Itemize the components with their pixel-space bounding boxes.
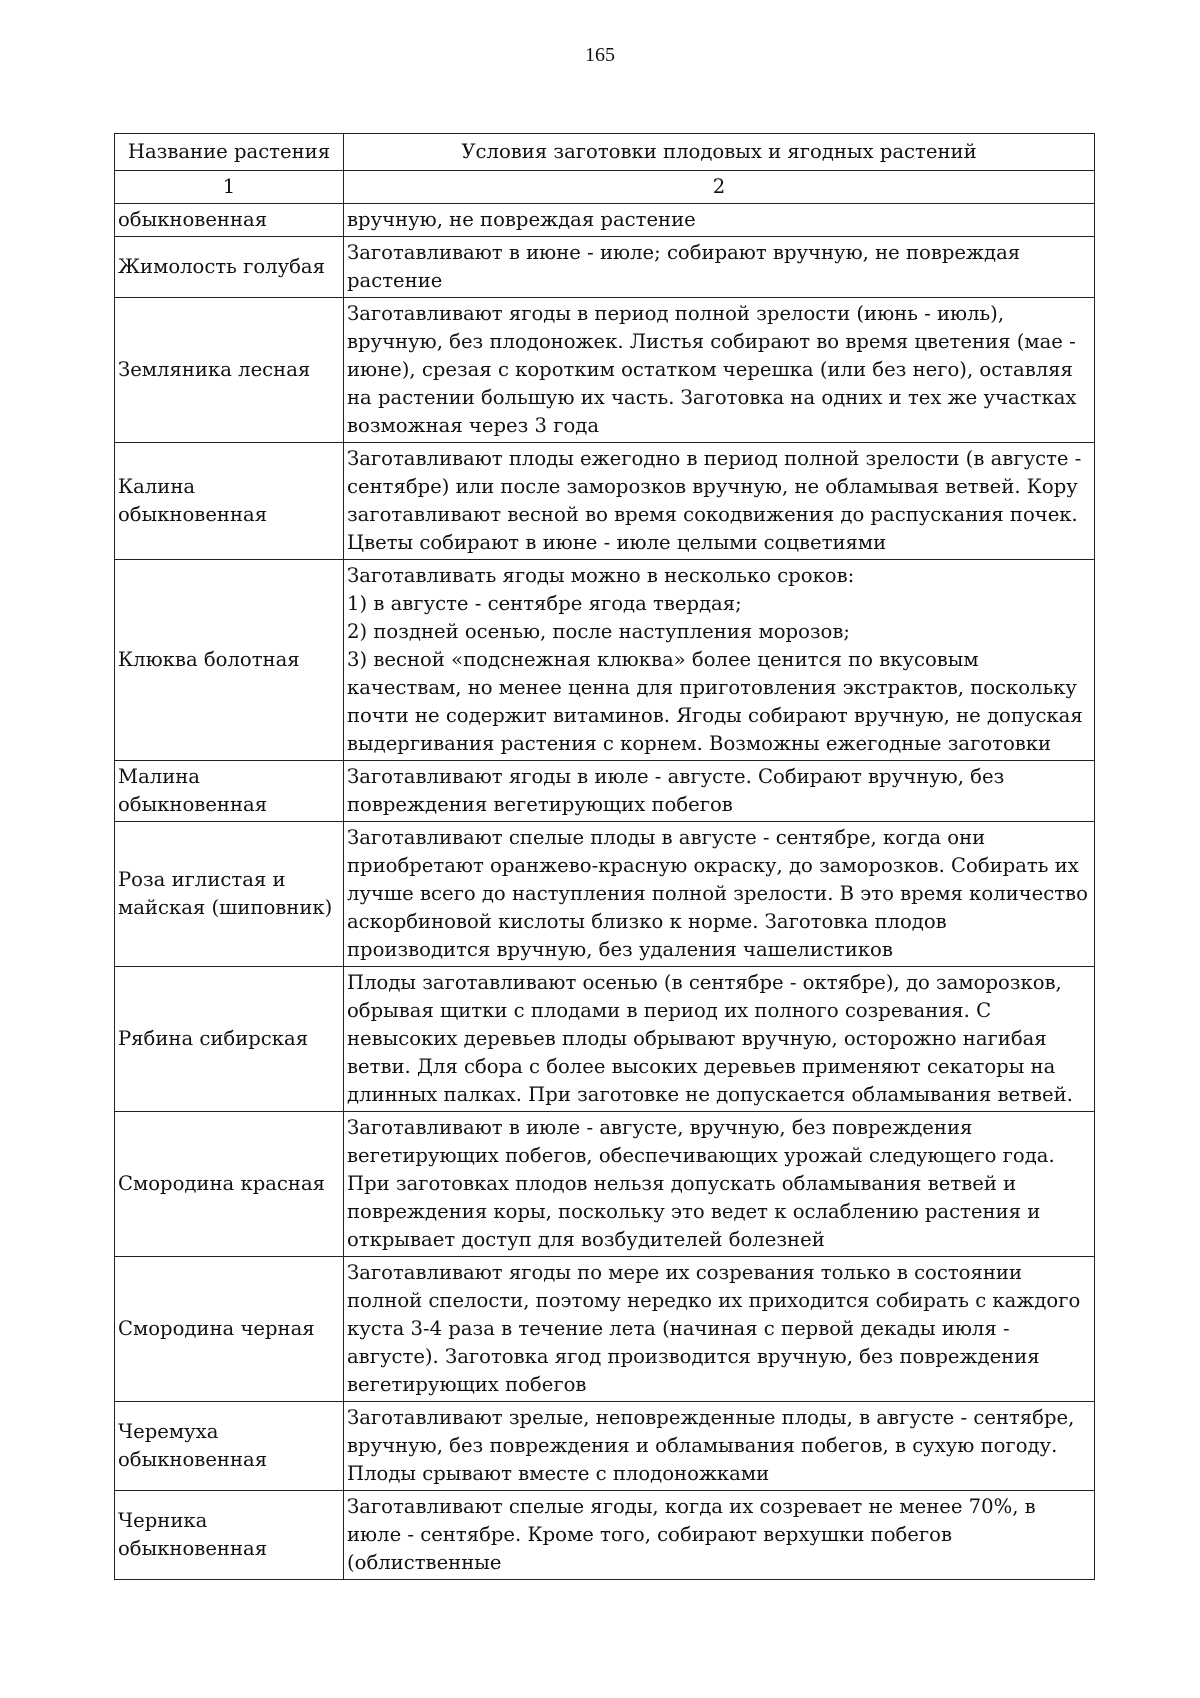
harvest-conditions-cell [344, 822, 1095, 967]
plant-name-cell: Черемуха обыкновенная [115, 1402, 344, 1491]
condition-text: Заготавливают зрелые, неповрежденные плоды, в августе - сентябре, вручную, без повреждения и обламывания побегов, в сухую погоду. Плоды срывают вместе с плодоножками [347, 1406, 1075, 1485]
header-plant-name: Название растения [115, 134, 344, 171]
condition-text: Заготавливают ягоды в июле - августе. Собирают вручную, без повреждения вегетирующих побегов [347, 765, 1005, 816]
condition-text: Заготавливают спелые плоды в августе - сентябре, когда они приобретают оранжево-красную окраску, до заморозков. Собирать их лучше всего до наступления полной зрелости. В это время количество аскорбиновой кислоты близко к норме. Заготовка плодов производится вручную, без удаления чашелистиков [347, 826, 1088, 961]
table-row [115, 1112, 1095, 1257]
plant-name-cell: Клюква болотная [115, 560, 344, 761]
table-row [115, 822, 1095, 967]
condition-text: Заготавливают в июле - августе, вручную, без повреждения вегетирующих побегов, обеспечивающих урожай следующего года. При заготовках плодов нельзя допускать обламывания ветвей и повреждения коры, поскольку это ведет к ослаблению растения и открывает доступ для возбудителей болезней [347, 1116, 1055, 1251]
column-number-1: 1 [115, 171, 344, 204]
harvest-conditions-cell [344, 1491, 1095, 1580]
harvest-conditions-cell [344, 1112, 1095, 1257]
table-row [115, 967, 1095, 1112]
plant-name-cell: Земляника лесная [115, 298, 344, 443]
condition-text: 3) весной «подснежная клюква» более ценится по вкусовым качествам, но менее ценна для приготовления экстрактов, поскольку почти не содержит витаминов. Ягоды собирают вручную, не допуская выдергивания растения с корнем. Возможны ежегодные заготовки [347, 648, 1083, 755]
plant-name-cell: обыкновенная [115, 204, 344, 237]
harvest-conditions-cell [344, 967, 1095, 1112]
column-number-2: 2 [344, 171, 1095, 204]
table-row [115, 1491, 1095, 1580]
harvest-conditions-cell [344, 1257, 1095, 1402]
plant-name-cell: Черника обыкновенная [115, 1491, 344, 1580]
condition-text: Заготавливают в июне - июле; собирают вручную, не повреждая растение [347, 241, 1021, 292]
plant-name-cell: Смородина черная [115, 1257, 344, 1402]
table-header-row [115, 134, 1095, 171]
plant-name-cell: Смородина красная [115, 1112, 344, 1257]
table-row [115, 761, 1095, 822]
harvest-conditions-cell [344, 560, 1095, 761]
plant-harvest-table [114, 133, 1095, 1580]
plant-name-cell: Малина обыкновенная [115, 761, 344, 822]
harvest-conditions-cell [344, 237, 1095, 298]
condition-text: 2) поздней осенью, после наступления морозов; [347, 620, 850, 643]
plant-name-cell: Калина обыкновенная [115, 443, 344, 560]
condition-text: Заготавливают ягоды по мере их созревания только в состоянии полной спелости, поэтому нередко их приходится собирать с каждого куста 3-4 раза в течение лета (начиная с первой декады июля - августе). Заготовка ягод производится вручную, без повреждения вегетирующих побегов [347, 1261, 1081, 1396]
header-harvest-conditions: Условия заготовки плодовых и ягодных растений [344, 134, 1095, 171]
condition-text: Заготавливают спелые ягоды, когда их созревает не менее 70%, в июле - сентябре. Кроме того, собирают верхушки побегов (облиственные [347, 1495, 1036, 1574]
harvest-conditions-cell [344, 1402, 1095, 1491]
table-row [115, 1402, 1095, 1491]
table-row [115, 443, 1095, 560]
plant-name-cell: Рябина сибирская [115, 967, 344, 1112]
harvest-conditions-cell [344, 443, 1095, 560]
condition-text: Заготавливают ягоды в период полной зрелости (июнь - июль), вручную, без плодоножек. Листья собирают во время цветения (мае - июне), срезая с коротким остатком черешка (или без него), оставляя на растении большую их часть. Заготовка на одних и тех же участках возможная через 3 года [347, 302, 1077, 437]
condition-text: Плоды заготавливают осенью (в сентябре - октябре), до заморозков, обрывая щитки с плодами в период их полного созревания. С невысоких деревьев плоды обрывают вручную, осторожно нагибая ветви. Для сбора с более высоких деревьев применяют секаторы на длинных палках. При заготовке не допускается обламывания ветвей. [347, 971, 1073, 1106]
condition-text: вручную, не повреждая растение [347, 208, 696, 231]
condition-text: 1) в августе - сентябре ягода твердая; [347, 592, 742, 615]
table-row [115, 1257, 1095, 1402]
table-row [115, 298, 1095, 443]
page-number: 165 [585, 44, 615, 66]
table-row [115, 560, 1095, 761]
plant-name-cell: Жимолость голубая [115, 237, 344, 298]
column-number-row [115, 171, 1095, 204]
harvest-conditions-cell [344, 761, 1095, 822]
harvest-conditions-cell [344, 298, 1095, 443]
condition-text: Заготавливать ягоды можно в несколько сроков: [347, 564, 855, 587]
harvest-conditions-cell [344, 204, 1095, 237]
table-row [115, 237, 1095, 298]
table-row [115, 204, 1095, 237]
condition-text: Заготавливают плоды ежегодно в период полной зрелости (в августе - сентябре) или после заморозков вручную, не обламывая ветвей. Кору заготавливают весной во время сокодвижения до распускания почек. Цветы собирают в июне - июле целыми соцветиями [347, 447, 1082, 554]
table-body [115, 204, 1095, 1580]
plant-name-cell: Роза иглистая и майская (шиповник) [115, 822, 344, 967]
